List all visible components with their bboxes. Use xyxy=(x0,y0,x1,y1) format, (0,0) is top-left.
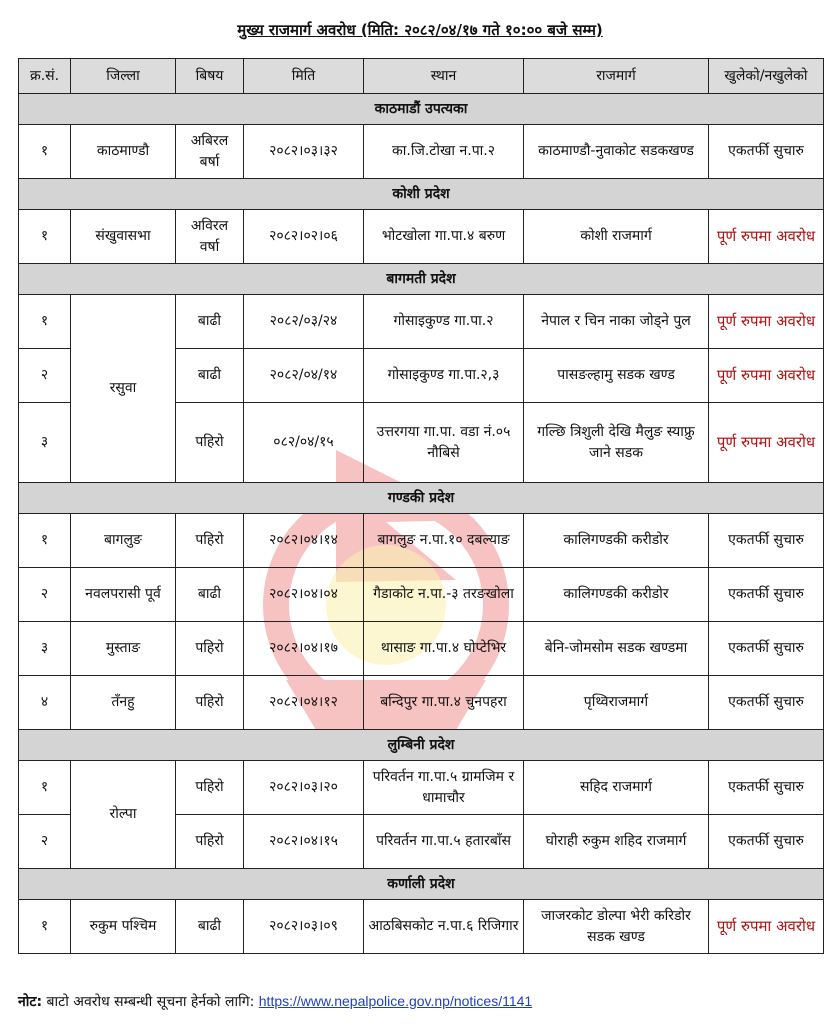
cell-date: २०८२/०४/१४ xyxy=(244,349,364,403)
table-row xyxy=(19,568,824,622)
cell-date: २०८२।०४।१४ xyxy=(244,514,364,568)
cell-sn: १ xyxy=(19,295,71,349)
page-title: मुख्य राजमार्ग अवरोध (मिति: २०८२/०४/१७ गते १०:०० बजे सम्म) xyxy=(237,21,603,39)
cell-highway: काठमाण्डौ-नुवाकोट सडकखण्ड xyxy=(524,125,709,179)
cell-highway: सहिद राजमार्ग xyxy=(524,761,709,815)
section-row xyxy=(19,869,824,900)
cell-status-blocked: पूर्ण रुपमा अवरोध xyxy=(709,349,824,403)
cell-status: एकतर्फी सुचारु xyxy=(709,815,824,869)
cell-date: २०८२।०४।१२ xyxy=(244,676,364,730)
section-row xyxy=(19,264,824,295)
cell-status: एकतर्फी सुचारु xyxy=(709,125,824,179)
cell-date: २०८२।०४।१५ xyxy=(244,815,364,869)
cell-date: २०८२।०४।१७ xyxy=(244,622,364,676)
table-row xyxy=(19,295,824,349)
column-header-date: मिति xyxy=(244,59,364,94)
cell-place: थासाङ गा.पा.४ घोप्टेभिर xyxy=(364,622,524,676)
section-row xyxy=(19,179,824,210)
cell-place: परिवर्तन गा.पा.५ हतारबाँस xyxy=(364,815,524,869)
cell-subject: पहिरो xyxy=(176,815,244,869)
cell-district: रोल्पा xyxy=(71,761,176,869)
note-label: नोट: xyxy=(18,994,43,1010)
cell-sn: १ xyxy=(19,210,71,264)
cell-highway: घोराही रुकुम शहिद राजमार्ग xyxy=(524,815,709,869)
cell-subject: बाढी xyxy=(176,349,244,403)
footnote xyxy=(18,992,532,1011)
cell-highway: बेनि-जोमसोम सडक खण्डमा xyxy=(524,622,709,676)
cell-date: २०८२।०४।०४ xyxy=(244,568,364,622)
cell-sn: ३ xyxy=(19,403,71,483)
cell-place: का.जि.टोखा न.पा.२ xyxy=(364,125,524,179)
cell-date: २०८२।०३।२० xyxy=(244,761,364,815)
note-text: बाटो अवरोध सम्बन्धी सूचना हेर्नको लागि: xyxy=(42,994,259,1010)
cell-place: आठबिसकोट न.पा.६ रिजिगार xyxy=(364,900,524,954)
section-title-gandaki: गण्डकी प्रदेश xyxy=(19,483,824,514)
cell-place: गोसाइकुण्ड गा.पा.२,३ xyxy=(364,349,524,403)
cell-subject: पहिरो xyxy=(176,514,244,568)
cell-date: २०८२।०३।०९ xyxy=(244,900,364,954)
cell-district: तँनहु xyxy=(71,676,176,730)
highway-obstruction-table xyxy=(18,58,824,954)
cell-date: २०८२।०३।३२ xyxy=(244,125,364,179)
cell-subject: पहिरो xyxy=(176,761,244,815)
cell-district: मुस्ताङ xyxy=(71,622,176,676)
column-header-place: स्थान xyxy=(364,59,524,94)
table-row xyxy=(19,900,824,954)
table-row xyxy=(19,125,824,179)
cell-subject: अबिरल बर्षा xyxy=(176,125,244,179)
section-title-bagmati: बागमती प्रदेश xyxy=(19,264,824,295)
cell-subject: पहिरो xyxy=(176,622,244,676)
table-header-row xyxy=(19,59,824,94)
cell-district: रुकुम पश्चिम xyxy=(71,900,176,954)
cell-highway: कोशी राजमार्ग xyxy=(524,210,709,264)
cell-status-blocked: पूर्ण रुपमा अवरोध xyxy=(709,403,824,483)
cell-status-blocked: पूर्ण रुपमा अवरोध xyxy=(709,210,824,264)
cell-subject: अविरल वर्षा xyxy=(176,210,244,264)
cell-highway: कालिगण्डकी करीडोर xyxy=(524,514,709,568)
cell-sn: २ xyxy=(19,568,71,622)
cell-sn: १ xyxy=(19,514,71,568)
column-header-subject: बिषय xyxy=(176,59,244,94)
cell-sn: १ xyxy=(19,900,71,954)
cell-highway: पासङल्हामु सडक खण्ड xyxy=(524,349,709,403)
cell-sn: ४ xyxy=(19,676,71,730)
cell-district: बागलुङ xyxy=(71,514,176,568)
section-title-koshi: कोशी प्रदेश xyxy=(19,179,824,210)
cell-place: परिवर्तन गा.पा.५ ग्रामजिम र धामाचौर xyxy=(364,761,524,815)
cell-district: नवलपरासी पूर्व xyxy=(71,568,176,622)
section-title-kathmandu: काठमाडौं उपत्यका xyxy=(19,94,824,125)
section-row xyxy=(19,483,824,514)
table-row xyxy=(19,514,824,568)
cell-place: गैडाकोट न.पा.-३ तरङखोला xyxy=(364,568,524,622)
column-header-sn: क्र.सं. xyxy=(19,59,71,94)
cell-status-blocked: पूर्ण रुपमा अवरोध xyxy=(709,295,824,349)
cell-date: २०८२/०३/२४ xyxy=(244,295,364,349)
cell-sn: २ xyxy=(19,349,71,403)
cell-highway: जाजरकोट डोल्पा भेरी करिडोर सडक खण्ड xyxy=(524,900,709,954)
cell-district: रसुवा xyxy=(71,295,176,483)
cell-status: एकतर्फी सुचारु xyxy=(709,622,824,676)
section-row xyxy=(19,94,824,125)
column-header-district: जिल्ला xyxy=(71,59,176,94)
cell-subject: पहिरो xyxy=(176,403,244,483)
cell-place: बन्दिपुर गा.पा.४ चुनपहरा xyxy=(364,676,524,730)
cell-district: काठमाण्डौ xyxy=(71,125,176,179)
table-row xyxy=(19,210,824,264)
cell-sn: ३ xyxy=(19,622,71,676)
cell-district: संखुवासभा xyxy=(71,210,176,264)
cell-highway: गल्छि त्रिशुली देखि मैलुङ स्याफ्रु जाने सडक xyxy=(524,403,709,483)
cell-place: बागलुङ न.पा.१० दबल्याङ xyxy=(364,514,524,568)
cell-highway: कालिगण्डकी करीडोर xyxy=(524,568,709,622)
section-row xyxy=(19,730,824,761)
column-header-status: खुलेको/नखुलेको xyxy=(709,59,824,94)
table-row xyxy=(19,676,824,730)
table-row xyxy=(19,622,824,676)
table-row xyxy=(19,761,824,815)
cell-sn: १ xyxy=(19,761,71,815)
cell-sn: १ xyxy=(19,125,71,179)
cell-highway: पृथ्विराजमार्ग xyxy=(524,676,709,730)
cell-date: २०८२।०२।०६ xyxy=(244,210,364,264)
cell-status: एकतर्फी सुचारु xyxy=(709,514,824,568)
cell-date: ०८२/०४/१५ xyxy=(244,403,364,483)
column-header-highway: राजमार्ग xyxy=(524,59,709,94)
cell-subject: बाढी xyxy=(176,295,244,349)
cell-place: उत्तरगया गा.पा. वडा नं.०५ नौबिसे xyxy=(364,403,524,483)
cell-place: भोटखोला गा.पा.४ बरुण xyxy=(364,210,524,264)
cell-status-blocked: पूर्ण रुपमा अवरोध xyxy=(709,900,824,954)
cell-status: एकतर्फी सुचारु xyxy=(709,568,824,622)
section-title-karnali: कर्णाली प्रदेश xyxy=(19,869,824,900)
cell-status: एकतर्फी सुचारु xyxy=(709,676,824,730)
notice-link[interactable]: https://www.nepalpolice.gov.np/notices/1141 xyxy=(258,993,533,1009)
cell-status: एकतर्फी सुचारु xyxy=(709,761,824,815)
cell-place: गोसाइकुण्ड गा.पा.२ xyxy=(364,295,524,349)
cell-sn: २ xyxy=(19,815,71,869)
section-title-lumbini: लुम्बिनी प्रदेश xyxy=(19,730,824,761)
cell-highway: नेपाल र चिन नाका जोड्ने पुल xyxy=(524,295,709,349)
cell-subject: बाढी xyxy=(176,568,244,622)
cell-subject: पहिरो xyxy=(176,676,244,730)
cell-subject: बाढी xyxy=(176,900,244,954)
